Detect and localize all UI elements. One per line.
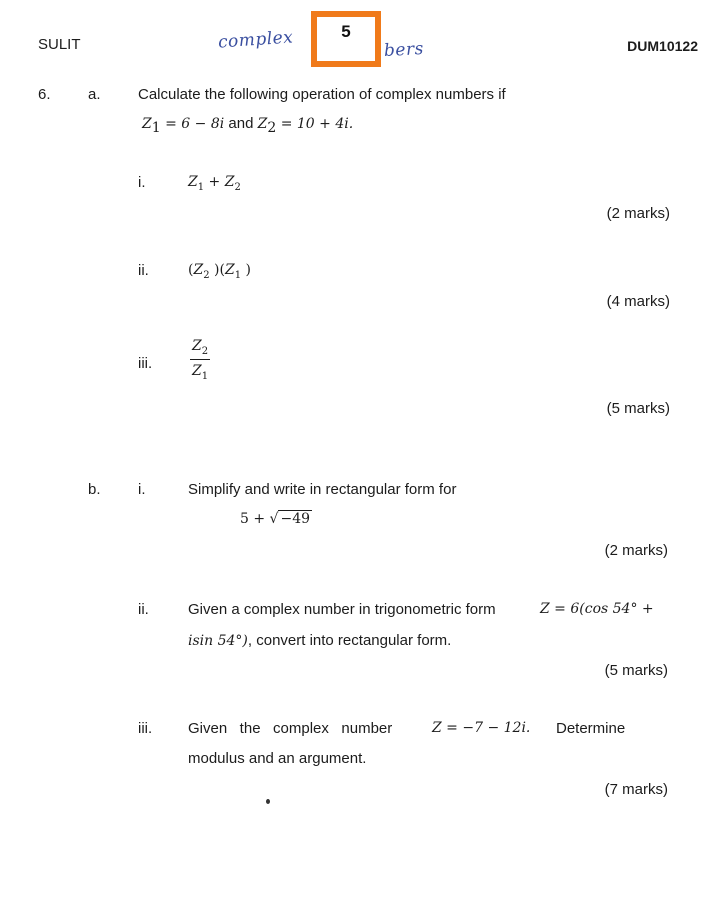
page-number: 5 [341, 22, 351, 41]
part-b-item-2-label: ii. [138, 601, 149, 618]
z1-expr: = 6 − 8i [160, 116, 225, 132]
part-b-item-3-label: iii. [138, 720, 153, 737]
part-b-item-2-expr-1: Z = 6(cos 54° + [540, 601, 654, 617]
z1-sub: 1 [151, 120, 161, 136]
header-right: DUM10122 [627, 38, 698, 54]
part-a-item-1-marks: (2 marks) [606, 205, 670, 222]
part-b-item-1-marks: (2 marks) [604, 542, 668, 559]
part-b-item-2-text-2: , convert into rectangular form. [247, 632, 452, 649]
z2-var: Z [257, 116, 268, 132]
part-b-item-2-expr-2: isin 54°) [188, 633, 248, 649]
part-a-label: a. [88, 86, 101, 103]
part-b-item-2-marks: (5 marks) [604, 662, 668, 679]
part-a-item-3-label: iii. [138, 355, 153, 372]
part-b-item-3-text-1: Given the complex number [188, 720, 393, 737]
z2-expr: = 10 + 4i. [276, 116, 354, 132]
part-a-intro: Calculate the following operation of complex numbers if [138, 86, 506, 103]
part-b-item-3-text-3: modulus and an argument. [188, 750, 367, 767]
part-b-item-1-label: i. [138, 481, 146, 498]
part-a-given [142, 115, 353, 136]
handwritten-note-left: complex [217, 27, 294, 53]
part-b-item-1-expr [240, 511, 312, 527]
z2-sub: 2 [267, 120, 277, 136]
given-and: and [224, 115, 258, 132]
part-b-item-3-marks: (7 marks) [604, 781, 668, 798]
question-number: 6. [38, 86, 51, 103]
part-b-item-1-text: Simplify and write in rectangular form for [188, 481, 457, 498]
part-b-item-2-text-1: Given a complex number in trigonometric form [188, 601, 496, 618]
sqrt-head: 5 + √ [240, 511, 279, 527]
part-a-item-1-expr: $Z_1 + Z_2$ [188, 174, 241, 193]
part-b-label: b. [88, 481, 101, 498]
z1-var: Z [142, 116, 152, 132]
part-b-item-3-expr: Z = −7 − 12i. [432, 720, 531, 736]
part-a-item-2-expr: ($Z_2$ )($Z_1$ ) [188, 262, 251, 281]
page-number-box [311, 11, 381, 67]
sqrt-radicand: −49 [280, 511, 311, 527]
part-a-item-2-marks: (4 marks) [606, 293, 670, 310]
handwritten-note-right: bers [383, 38, 425, 62]
part-a-item-3-marks: (5 marks) [606, 400, 670, 417]
header-left: SULIT [38, 36, 81, 53]
part-a-item-1-label: i. [138, 174, 146, 191]
part-b-item-3-text-2: Determine [556, 720, 626, 737]
part-b-item-2-line-2 [188, 632, 451, 649]
scan-speck [266, 799, 270, 804]
part-a-item-3-fraction: $\frac{Z_2}{Z_1}$ [192, 338, 209, 382]
part-a-item-2-label: ii. [138, 262, 149, 279]
